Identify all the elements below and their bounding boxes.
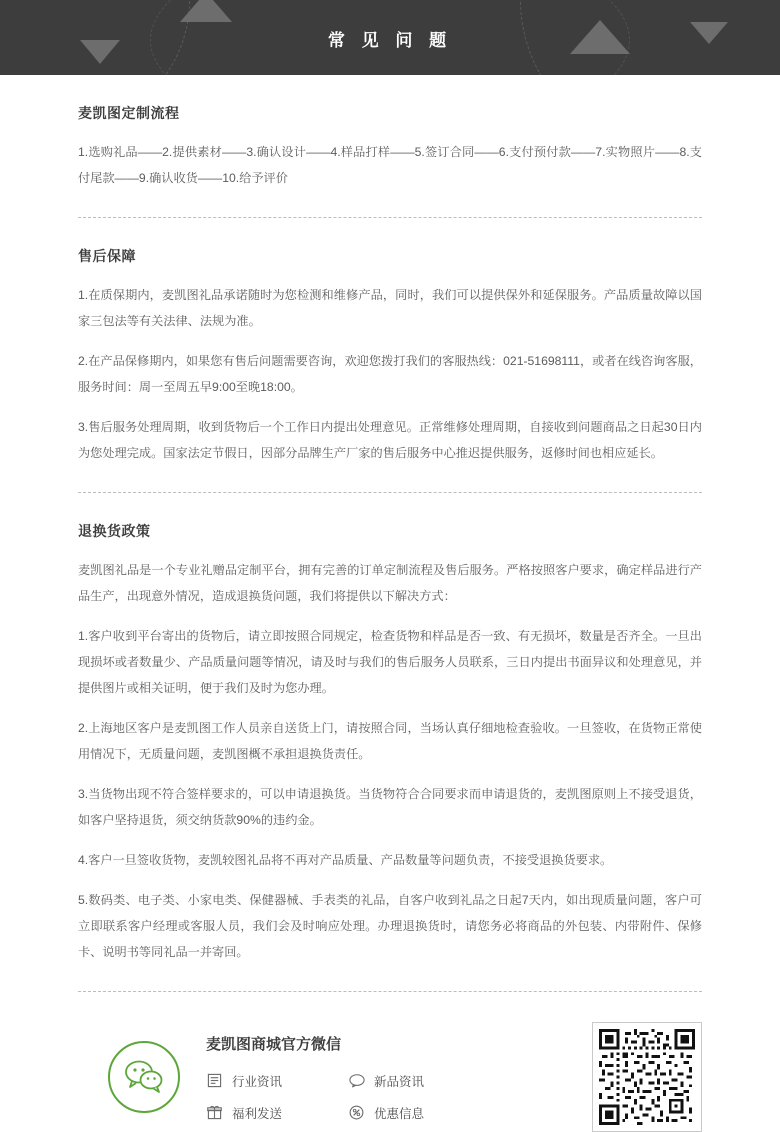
list-icon <box>206 1072 223 1089</box>
section-title: 售后保障 <box>78 248 136 264</box>
faq-content <box>0 75 780 992</box>
footer-link-label: 优惠信息 <box>374 1106 425 1121</box>
page-title: 常 见 问 题 <box>327 31 453 50</box>
section-paragraph: 3.售后服务处理周期，收到货物后一个工作日内提出处理意见。正常维修处理周期，自接收到问题商品之日起30日内为您处理完成。国家法定节假日，因部分品牌生产厂家的售后服务中心推迟提供服务，返修时间也相应延长。 <box>78 420 702 460</box>
footer-info <box>206 1033 574 1122</box>
footer-title: 麦凯图商城官方微信 <box>206 1035 342 1053</box>
section-paragraph: 麦凯图礼品是一个专业礼赠品定制平台，拥有完善的订单定制流程及售后服务。严格按照客户要求，确定样品进行产品生产，出现意外情况，造成退换货问题，我们将提供以下解决方式： <box>78 563 702 603</box>
section-paragraph: 5.数码类、电子类、小家电类、保健器械、手表类的礼品，自客户收到礼品之日起7天内，如出现质量问题，客户可立即联系客户经理或客服人员，我们会及时响应处理。办理退换货时，请您务必将商品的外包装、内带附件、保修卡、说明书等同礼品一并寄回。 <box>78 893 702 959</box>
footer-link-promotions[interactable] <box>348 1104 490 1122</box>
footer-link-label: 行业资讯 <box>232 1074 283 1089</box>
chat-bubble-icon <box>348 1072 365 1089</box>
section-paragraph: 1.客户收到平台寄出的货物后，请立即按照合同规定，检查货物和样品是否一致、有无损坏，数量是否齐全。一旦出现损坏或者数量少、产品质量问题等情况，请及时与我们的售后服务人员联系，三日内提出书面异议和处理意见，并提供图片或相关证明，便于我们及时为您办理。 <box>78 629 702 695</box>
tag-icon <box>348 1104 365 1121</box>
section-paragraph: 3.当货物出现不符合签样要求的，可以申请退换货。当货物符合合同要求而申请退货的，麦凯图原则上不接受退货，如客户坚持退货，须交纳货款90%的违约金。 <box>78 787 702 827</box>
footer-links <box>206 1072 574 1122</box>
section-returns <box>78 493 702 965</box>
footer <box>0 992 780 1132</box>
qr-code <box>592 1022 702 1132</box>
section-paragraph: 1.选购礼品——2.提供素材——3.确认设计——4.样品打样——5.签订合同——6.支付预付款——7.实物照片——8.支付尾款——9.确认收货——10.给予评价 <box>78 145 702 185</box>
footer-link-label: 福利发送 <box>232 1106 283 1121</box>
page-header <box>0 0 780 75</box>
footer-link-new-products[interactable] <box>348 1072 490 1090</box>
section-after-sales <box>78 218 702 466</box>
footer-link-label: 新品资讯 <box>374 1074 425 1089</box>
gift-icon <box>206 1104 223 1121</box>
section-title: 麦凯图定制流程 <box>78 105 180 121</box>
section-title: 退换货政策 <box>78 523 151 539</box>
decorative-triangle <box>180 0 232 22</box>
wechat-icon <box>108 1041 180 1113</box>
section-paragraph: 1.在质保期内，麦凯图礼品承诺随时为您检测和维修产品，同时，我们可以提供保外和延保服务。产品质量故障以国家三包法等有关法律、法规为准。 <box>78 288 702 328</box>
footer-link-industry-news[interactable] <box>206 1072 348 1090</box>
section-paragraph: 4.客户一旦签收货物，麦凯较图礼品将不再对产品质量、产品数量等问题负责，不接受退换货要求。 <box>78 853 613 867</box>
section-paragraph: 2.在产品保修期内，如果您有售后问题需要咨询，欢迎您拨打我们的客服热线：021-51698111，或者在线咨询客服，服务时间：周一至周五早9:00至晚18:00。 <box>78 354 702 394</box>
footer-link-benefits[interactable] <box>206 1104 348 1122</box>
section-process <box>78 75 702 191</box>
section-paragraph: 2.上海地区客户是麦凯图工作人员亲自送货上门，请按照合同，当场认真仔细地检查验收。一旦签收，在货物正常使用情况下，无质量问题，麦凯图概不承担退换货责任。 <box>78 721 702 761</box>
